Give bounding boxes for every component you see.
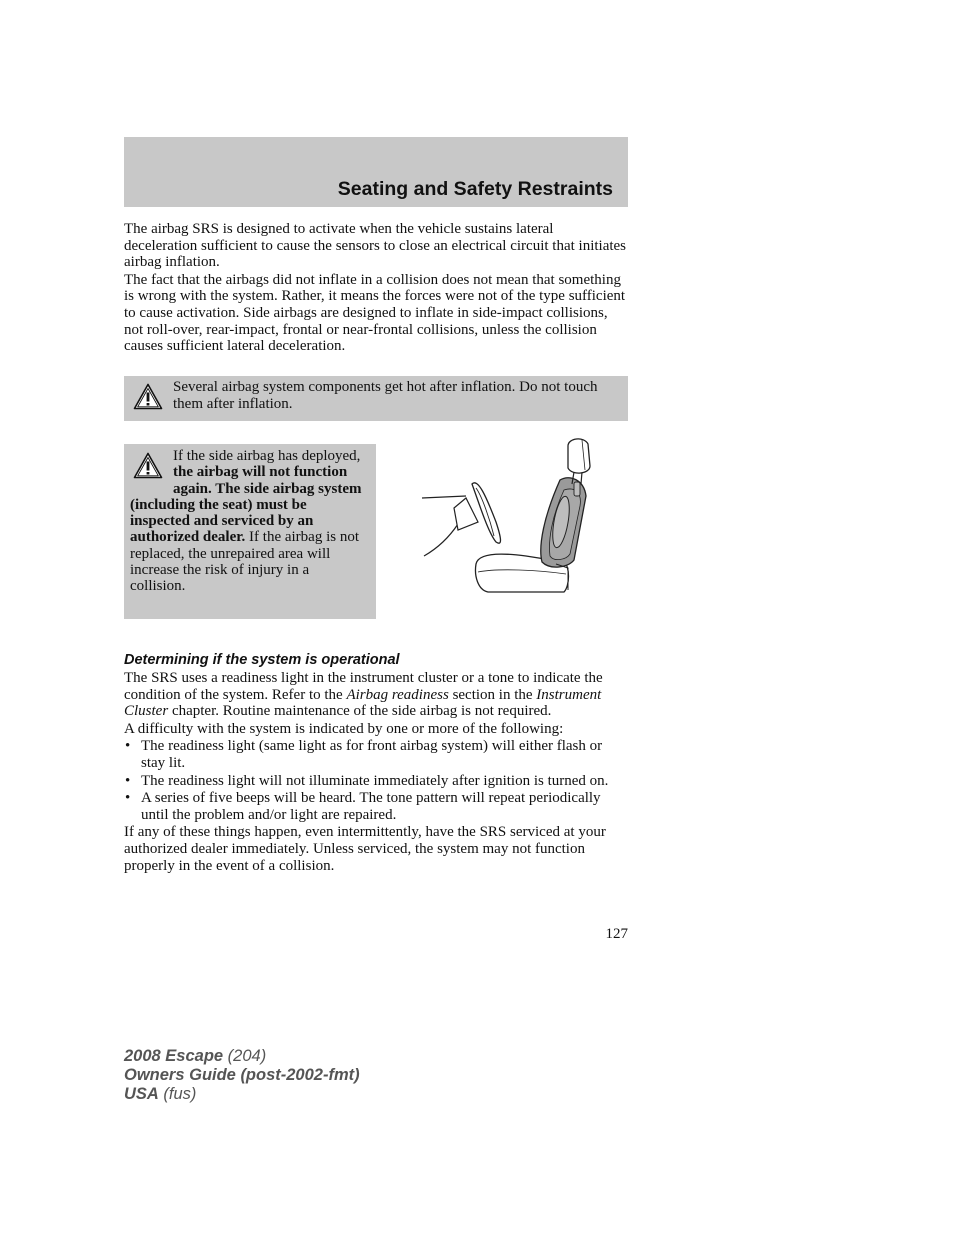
intro-text (124, 221, 628, 356)
warning-tail-text: If the airbag is not replaced, the unrepaired area will increase the risk of injury in a collision. (130, 529, 359, 595)
list-item (124, 738, 628, 771)
section-heading: Determining if the system is operational (124, 652, 400, 668)
bullet-icon: • (125, 790, 131, 807)
section-body (124, 670, 628, 875)
list-item (124, 790, 628, 823)
footer-line-1 (124, 1047, 360, 1066)
footer-model: 2008 Escape (124, 1047, 224, 1065)
warning-lead-text: If the side airbag has deployed, (173, 448, 361, 464)
section-paragraph-1 (124, 670, 628, 720)
bullet-icon: • (125, 772, 131, 789)
warning-bold-text: the airbag will not function again. The side airbag system (including the seat) must be inspected and serviced by an authorized dealer. (130, 464, 362, 546)
text-run: section in the (448, 686, 537, 703)
bullet-icon: • (125, 738, 131, 755)
symptom-list (124, 738, 628, 823)
warning-box-hot-components (124, 376, 628, 421)
footer-market-code: (fus) (158, 1085, 197, 1103)
footer-line-2 (124, 1066, 360, 1085)
list-item-text: The readiness light (same light as for front airbag system) will either flash or stay lit. (141, 738, 603, 771)
seat-side-airbag-illustration (418, 436, 598, 596)
list-item-text: A series of five beeps will be heard. The tone pattern will repeat periodically until the problem and/or light are repaired. (141, 790, 601, 823)
list-item-text: The readiness light will not illuminate immediately after ignition is turned on. (141, 772, 609, 789)
chapter-header (124, 137, 628, 207)
footer-model-code: (204) (223, 1047, 267, 1065)
warning-box-deployed-airbag (124, 444, 376, 619)
text-run: The SRS uses a readiness light in the instrument cluster or a tone to indicate the condition of the system. Refer to the (124, 670, 603, 703)
chapter-title: Seating and Safety Restraints (337, 178, 613, 200)
footer-line-3 (124, 1085, 360, 1104)
intro-paragraph-2: The fact that the airbags did not inflate in a collision does not mean that something is wrong with the system. Rather, it means the forces were not of the type sufficient to cause activation. Side airbags are designed to inflate in side-impact collisions, not roll-over, rear-impact, frontal or near-frontal collisions, unless the collision causes sufficient lateral deceleration. (124, 271, 626, 355)
section-paragraph-2: A difficulty with the system is indicated by one or more of the following: (124, 720, 564, 737)
text-run: chapter. Routine maintenance of the side airbag is not required. (168, 703, 552, 720)
warning-text (130, 448, 368, 595)
list-item (124, 773, 628, 790)
footer-guide: Owners Guide (post-2002-fmt) (124, 1066, 360, 1084)
section-paragraph-3: If any of these things happen, even intermittently, have the SRS serviced at your authorized dealer immediately. Unless serviced, the system may not function properly in the event of a collision. (124, 824, 606, 874)
page-number: 127 (605, 926, 628, 942)
cross-reference: Instrument Cluster (124, 686, 602, 720)
warning-text: Several airbag system components get hot after inflation. Do not touch them after inflation. (173, 379, 598, 412)
intro-paragraph-1: The airbag SRS is designed to activate when the vehicle sustains lateral deceleration sufficient to cause the sensors to close an electrical circuit that initiates airbag inflation. (124, 221, 627, 271)
footer-market: USA (124, 1085, 159, 1103)
cross-reference: Airbag readiness (346, 686, 449, 703)
document-footer (124, 1047, 360, 1104)
warning-triangle-icon (133, 383, 163, 415)
